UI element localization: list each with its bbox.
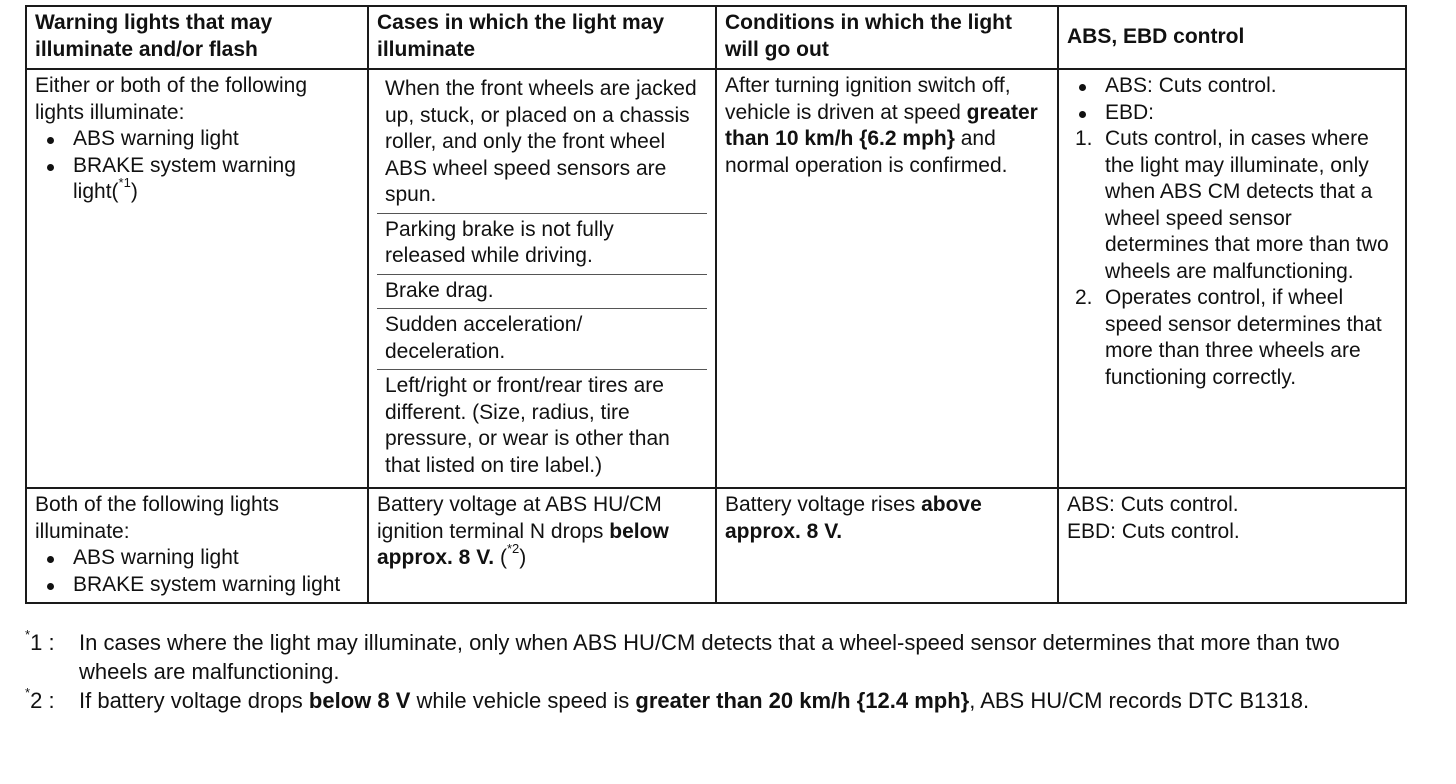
row1-go-out-cell: After turning ignition switch off, vehicle is driven at speed greater than 10 km/h {6.2 mph} and normal operation is confirmed. [716, 69, 1058, 488]
list-item: ABS: Cuts control. [1067, 73, 1397, 100]
footnote-ref: *1 [118, 175, 131, 190]
row2-go-out-cell: Battery voltage rises above approx. 8 V. [716, 488, 1058, 603]
row2-control-abs: ABS: Cuts control. [1067, 493, 1239, 516]
header-abs-ebd-control: ABS, EBD control [1058, 6, 1406, 69]
row1-lights-cell [26, 69, 368, 488]
row2-control-ebd: EBD: Cuts control. [1067, 519, 1240, 543]
list-item: ABS warning light [35, 545, 359, 572]
row1-cases-cell [368, 69, 716, 488]
list-item: 1. Cuts control, in cases where the light may illuminate, only when ABS CM detects that a wheel speed sensor determines that more than two wheels are malfunctioning. [1075, 127, 1389, 283]
footnote-mark: *2 : [25, 684, 55, 713]
row1-control-cell [1058, 69, 1406, 488]
case-item: When the front wheels are jacked up, stuck, or placed on a chassis roller, and only the front wheel ABS wheel speed sensors are spun. [377, 73, 707, 214]
row2-lights-list [35, 545, 359, 598]
footnotes [25, 628, 1405, 715]
list-item: ABS warning light [35, 126, 359, 153]
footnote-2: *2 : If battery voltage drops below 8 V while vehicle speed is greater than 20 km/h {12.4 mph}, ABS HU/CM records DTC B1318. [25, 684, 1310, 713]
header-cases: Cases in which the light may illuminate [368, 6, 716, 69]
header-warning-lights: Warning lights that may illuminate and/or flash [26, 6, 368, 69]
header-go-out-conditions: Conditions in which the light will go out [716, 6, 1058, 69]
row2-control-cell [1058, 488, 1406, 603]
list-item: BRAKE system warning light [35, 572, 359, 599]
list-item: EBD: [1067, 100, 1397, 127]
row2-lights-cell [26, 488, 368, 603]
footnote-1 [25, 628, 1405, 686]
footnote-mark: *1 : [25, 626, 55, 655]
table-row [26, 488, 1406, 603]
row2-case-cell: Battery voltage at ABS HU/CM ignition terminal N drops below approx. 8 V. ($^{*2}$) [368, 488, 716, 603]
list-item: 2. Operates control, if wheel speed sensor determines that more than three wheels are functioning correctly. [1075, 286, 1382, 389]
row1-lights-intro: Either or both of the following lights illuminate: [35, 74, 307, 124]
table-header-row [26, 6, 1406, 69]
row2-lights-intro: Both of the following lights illuminate: [35, 493, 279, 543]
document [25, 5, 1405, 715]
ebd-numbered-list [1067, 126, 1397, 391]
case-item: Left/right or front/rear tires are different. (Size, radius, tire pressure, or wear is other than that listed on tire label.) [385, 374, 670, 477]
footnote-text: In cases where the light may illuminate, only when ABS HU/CM detects that a wheel-speed sensor determines that more than two wheels are malfunctioning. [79, 630, 1340, 684]
case-item: Sudden acceleration/ deceleration. [377, 309, 707, 370]
warning-light-table [25, 5, 1407, 604]
case-item: Parking brake is not fully released while driving. [377, 214, 707, 275]
case-item: Brake drag. [377, 275, 707, 310]
table-row [26, 69, 1406, 488]
row1-control-list [1067, 73, 1397, 126]
row1-lights-list [35, 126, 359, 206]
footnote-ref: *2 [506, 541, 520, 556]
list-item: BRAKE system warning light($^{*1}$) [35, 153, 359, 206]
